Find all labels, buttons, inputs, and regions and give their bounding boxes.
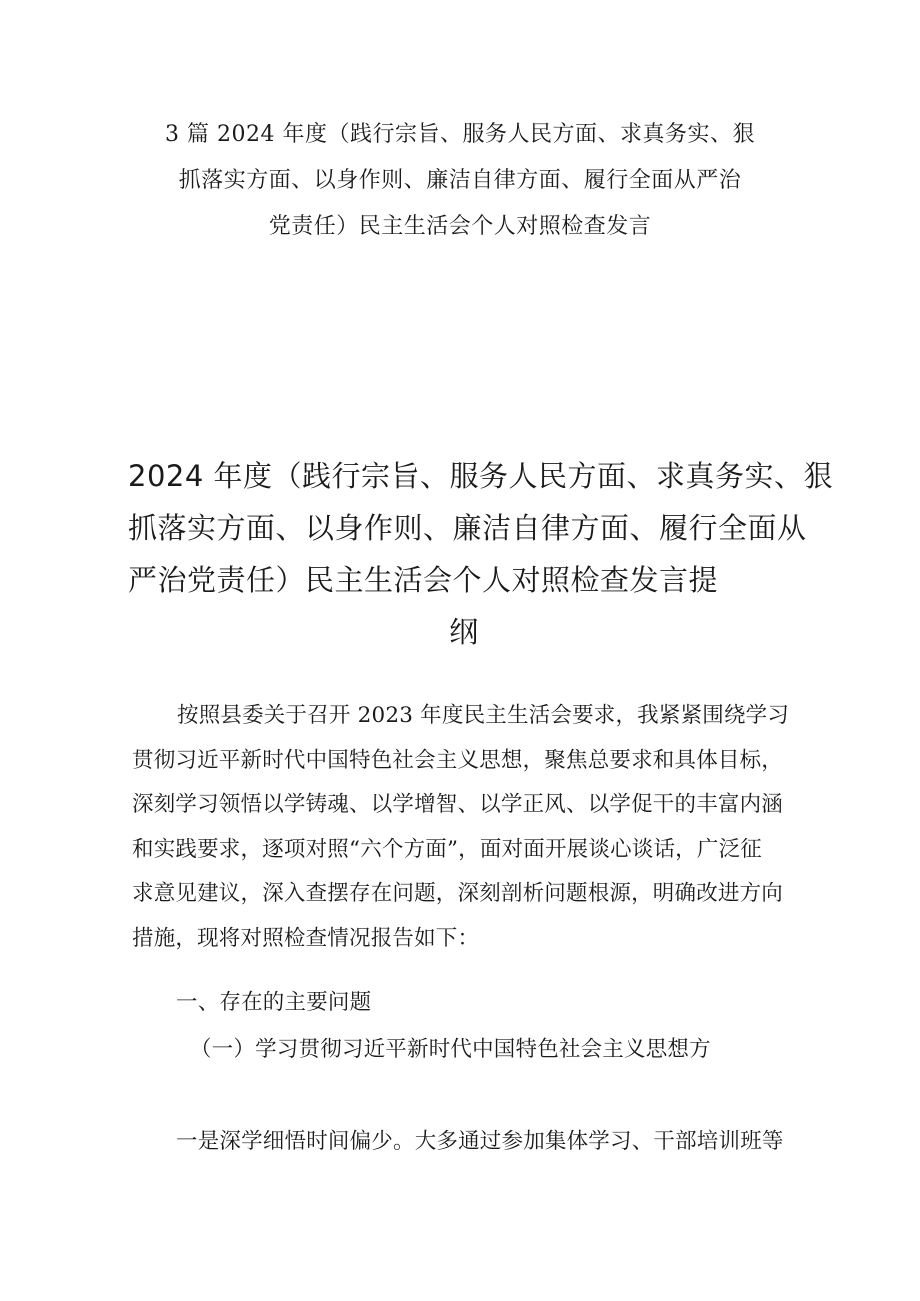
paragraph-first-point: 一是深学细悟时间偏少。大多通过参加集体学习、干部培训班等 <box>176 1129 784 1154</box>
paragraph-line: 贯彻习近平新时代中国特色社会主义思想，聚焦总要求和具体目标， <box>132 747 784 773</box>
paragraph-line: 按照县委关于召开 2023 年度民主生活会要求，我紧紧围绕学习 <box>177 703 790 728</box>
document-title <box>160 112 760 250</box>
title-line: 党责任）民主生活会个人对照检查发言 <box>268 214 652 239</box>
paragraph-line: 措施，现将对照检查情况报告如下： <box>132 925 480 951</box>
heading-line: 严治党责任）民主生活会个人对照检查发言提 <box>128 563 719 597</box>
section-heading-1: 一、存在的主要问题 <box>176 990 372 1015</box>
subsection-heading-1-1: （一）学习贯彻习近平新时代中国特色社会主义思想方 <box>190 1037 711 1062</box>
paragraph-line: 求意见建议，深入查摆存在问题，深刻剖析问题根源，明确改进方向 <box>132 881 784 906</box>
heading-line: 纲 <box>449 615 479 649</box>
outline-heading <box>128 450 834 658</box>
heading-line: 2024 年度（践行宗旨、服务人民方面、求真务实、狠 <box>128 459 834 493</box>
title-line: 3 篇 2024 年度（践行宗旨、服务人民方面、求真务实、狠 <box>165 122 755 147</box>
intro-paragraph <box>132 694 796 961</box>
paragraph-line: 和实践要求，逐项对照“六个方面”，面对面开展谈心谈话，广泛征 <box>132 836 762 862</box>
heading-line: 抓落实方面、以身作则、廉洁自律方面、履行全面从 <box>128 511 807 545</box>
title-line: 抓落实方面、以身作则、廉洁自律方面、履行全面从严治 <box>178 168 742 193</box>
paragraph-line: 深刻学习领悟以学铸魂、以学增智、以学正风、以学促干的丰富内涵 <box>132 792 784 817</box>
